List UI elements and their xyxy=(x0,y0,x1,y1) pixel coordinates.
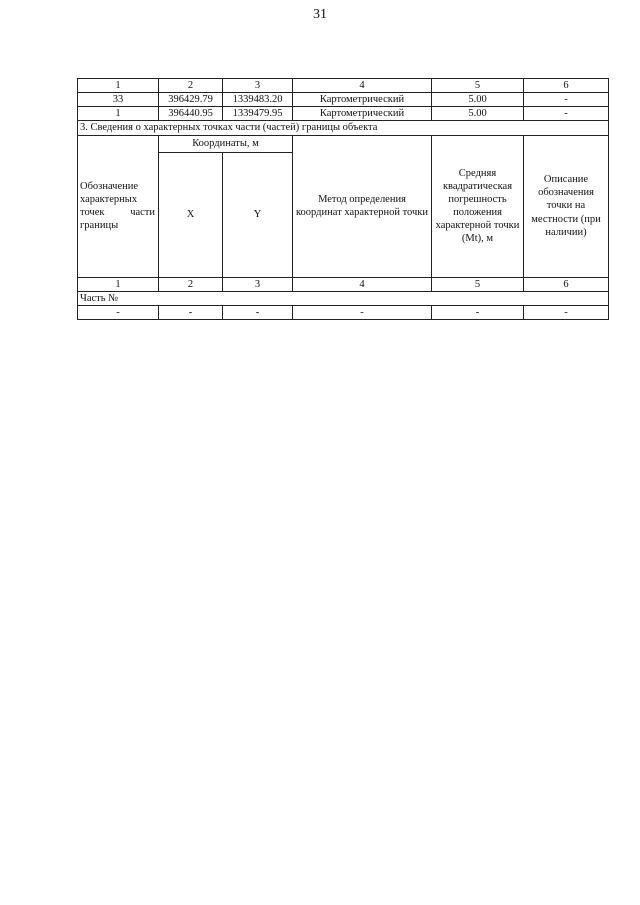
column-number: 1 xyxy=(78,277,159,291)
empty-cell: - xyxy=(432,305,524,319)
y-header: Y xyxy=(223,152,293,277)
point-cell: 1 xyxy=(78,107,159,121)
header-cell: 2 xyxy=(159,79,223,93)
column-number: 4 xyxy=(293,277,432,291)
empty-cell: - xyxy=(223,305,293,319)
empty-cell: - xyxy=(159,305,223,319)
error-header: Средняя квадратическая погрешность положения характерной точки (Mt), м xyxy=(432,135,524,277)
part-row xyxy=(78,291,609,305)
x-cell: 396440.95 xyxy=(159,107,223,121)
column-number: 3 xyxy=(223,277,293,291)
column-number: 2 xyxy=(159,277,223,291)
header-cell: 3 xyxy=(223,79,293,93)
method-cell: Картометрический xyxy=(293,107,432,121)
header-cell: 1 xyxy=(78,79,159,93)
column-number-row xyxy=(78,79,609,93)
table-row xyxy=(78,107,609,121)
header-cell: 4 xyxy=(293,79,432,93)
method-cell: Картометрический xyxy=(293,93,432,107)
table-row xyxy=(78,305,609,319)
error-cell: 5.00 xyxy=(432,93,524,107)
table-row xyxy=(78,93,609,107)
header-cell: 5 xyxy=(432,79,524,93)
empty-cell: - xyxy=(78,305,159,319)
error-cell: 5.00 xyxy=(432,107,524,121)
header-cell: 6 xyxy=(524,79,609,93)
description-header: Описание обозначения точки на местности (при наличии) xyxy=(524,135,609,277)
column-number: 6 xyxy=(524,277,609,291)
page-number: 31 xyxy=(313,7,327,22)
part-label: Часть № xyxy=(78,291,609,305)
header-row xyxy=(78,135,609,152)
coordinates-header: Координаты, м xyxy=(159,135,293,152)
column-number-row xyxy=(78,277,609,291)
x-cell: 396429.79 xyxy=(159,93,223,107)
empty-cell: - xyxy=(524,305,609,319)
description-cell: - xyxy=(524,107,609,121)
empty-cell: - xyxy=(293,305,432,319)
y-cell: 1339479.95 xyxy=(223,107,293,121)
boundary-points-table xyxy=(77,78,609,320)
point-designation-header: Обозначение характерных точек части границы xyxy=(78,135,159,277)
column-number: 5 xyxy=(432,277,524,291)
x-header: X xyxy=(159,152,223,277)
section-title: 3. Сведения о характерных точках части (частей) границы объекта xyxy=(78,121,609,135)
method-header: Метод определения координат характерной точки xyxy=(293,135,432,277)
section-title-row xyxy=(78,121,609,135)
point-cell: 33 xyxy=(78,93,159,107)
y-cell: 1339483.20 xyxy=(223,93,293,107)
description-cell: - xyxy=(524,93,609,107)
